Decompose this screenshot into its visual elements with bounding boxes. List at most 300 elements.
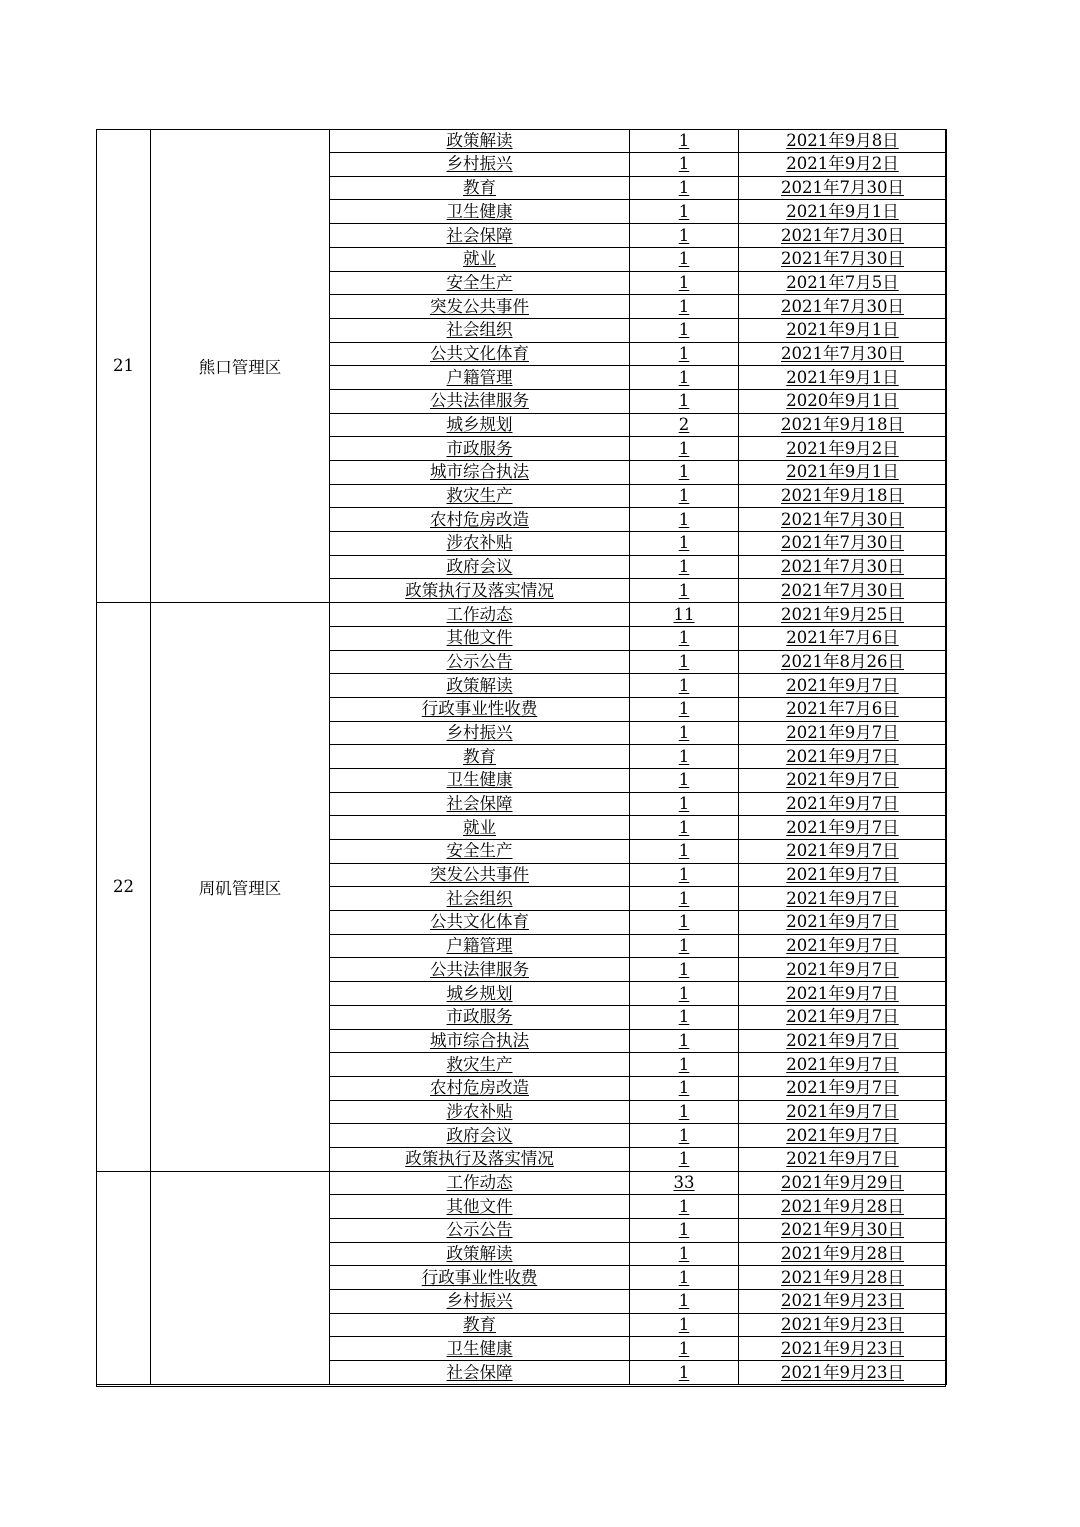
count-text: 1 (678, 983, 690, 1003)
count-text: 1 (678, 154, 690, 174)
count-cell (630, 674, 739, 698)
count-cell (630, 1171, 739, 1195)
count-cell (630, 1242, 739, 1266)
count-text: 1 (678, 178, 690, 198)
count-text: 1 (678, 1362, 690, 1382)
count-cell (630, 721, 739, 745)
item-text: 社会组织 (446, 320, 513, 340)
date-text: 2021年9月18日 (781, 415, 904, 434)
item-cell (330, 366, 630, 390)
count-cell (630, 532, 739, 556)
item-cell (330, 153, 630, 177)
date-text: 2021年8月26日 (781, 651, 904, 671)
date-text: 2021年9月7日 (786, 912, 899, 932)
count-cell (630, 626, 739, 650)
item-cell (330, 1242, 630, 1266)
date-text: 2021年9月7日 (786, 1125, 899, 1145)
item-text: 安全生产 (446, 272, 513, 292)
count-cell (630, 1290, 739, 1314)
count-cell (630, 295, 739, 319)
item-text: 卫生健康 (446, 201, 513, 221)
item-cell (330, 437, 630, 461)
item-text: 安全生产 (446, 841, 513, 861)
date-text: 2021年7月30日 (781, 249, 904, 269)
date-text: 2021年9月7日 (786, 1054, 899, 1074)
date-text: 2021年9月7日 (786, 817, 899, 837)
item-cell (330, 1124, 630, 1148)
date-cell (739, 1290, 947, 1314)
item-cell (330, 911, 630, 935)
data-table-wrapper (96, 129, 947, 1385)
date-text: 2021年9月28日 (781, 1196, 904, 1216)
date-cell (739, 863, 947, 887)
count-text: 1 (678, 438, 690, 458)
item-cell (330, 840, 630, 864)
count-cell (630, 224, 739, 248)
count-cell (630, 247, 739, 271)
item-cell (330, 745, 630, 769)
item-text: 公示公告 (446, 651, 513, 671)
count-cell (630, 555, 739, 579)
date-cell (739, 674, 947, 698)
date-cell (739, 247, 947, 271)
count-text: 33 (673, 1173, 695, 1192)
count-text: 1 (678, 486, 690, 506)
table-body (97, 129, 947, 1384)
item-cell (330, 247, 630, 271)
count-text: 1 (678, 367, 690, 387)
date-text: 2020年9月1日 (786, 391, 899, 411)
group-number-cell: 21 (97, 129, 151, 603)
item-cell (330, 792, 630, 816)
item-text: 涉农补贴 (446, 1101, 513, 1121)
count-cell (630, 318, 739, 342)
date-text: 2021年9月7日 (786, 746, 899, 766)
date-text: 2021年9月7日 (786, 865, 899, 885)
item-text: 城乡规划 (446, 415, 513, 434)
count-text: 1 (678, 130, 690, 150)
date-cell (739, 650, 947, 674)
count-text: 1 (678, 1220, 690, 1240)
count-cell (630, 342, 739, 366)
count-text: 1 (678, 675, 690, 695)
date-cell (739, 697, 947, 721)
count-cell (630, 366, 739, 390)
date-text: 2021年7月30日 (781, 580, 904, 600)
item-text: 卫生健康 (446, 1338, 513, 1358)
count-text: 1 (678, 628, 690, 648)
department-cell: 周矶管理区 (151, 603, 330, 1172)
date-cell (739, 1171, 947, 1195)
item-cell (330, 555, 630, 579)
count-cell (630, 579, 739, 603)
count-text: 1 (678, 201, 690, 221)
item-cell (330, 1195, 630, 1219)
date-text: 2021年9月7日 (786, 959, 899, 979)
count-cell (630, 934, 739, 958)
count-cell (630, 792, 739, 816)
item-text: 社会保障 (446, 1362, 513, 1382)
date-text: 2021年9月7日 (786, 841, 899, 861)
date-text: 2021年9月25日 (781, 604, 904, 624)
count-text: 1 (678, 1315, 690, 1335)
item-cell (330, 721, 630, 745)
item-text: 涉农补贴 (446, 533, 513, 553)
item-cell (330, 1171, 630, 1195)
item-cell (330, 271, 630, 295)
count-cell (630, 650, 739, 674)
date-text: 2021年9月7日 (786, 675, 899, 695)
count-text: 1 (678, 1078, 690, 1098)
date-text: 2021年9月7日 (786, 983, 899, 1003)
item-text: 卫生健康 (446, 770, 513, 790)
date-cell (739, 1100, 947, 1124)
item-text: 就业 (463, 249, 496, 269)
item-cell (330, 176, 630, 200)
date-cell (739, 1337, 947, 1361)
date-cell (739, 532, 947, 556)
date-cell (739, 366, 947, 390)
item-cell (330, 863, 630, 887)
item-cell (330, 1053, 630, 1077)
date-cell (739, 413, 947, 437)
date-cell (739, 1242, 947, 1266)
item-cell (330, 508, 630, 532)
date-text: 2021年9月7日 (786, 936, 899, 956)
count-cell (630, 461, 739, 485)
item-text: 农村危房改造 (430, 1078, 529, 1098)
count-text: 11 (673, 604, 695, 624)
date-cell (739, 792, 947, 816)
date-cell (739, 389, 947, 413)
date-text: 2021年9月7日 (786, 770, 899, 790)
count-cell (630, 840, 739, 864)
count-text: 1 (678, 509, 690, 529)
item-cell (330, 342, 630, 366)
count-cell (630, 1266, 739, 1290)
item-text: 城市综合执法 (430, 1030, 529, 1050)
date-text: 2021年9月30日 (781, 1220, 904, 1240)
count-cell (630, 437, 739, 461)
item-text: 突发公共事件 (430, 865, 529, 885)
item-text: 户籍管理 (446, 367, 513, 387)
date-cell (739, 1219, 947, 1243)
date-text: 2021年7月30日 (781, 178, 904, 198)
date-text: 2021年9月7日 (786, 1101, 899, 1121)
item-cell (330, 532, 630, 556)
count-text: 1 (678, 912, 690, 932)
count-cell (630, 508, 739, 532)
item-cell (330, 484, 630, 508)
count-text: 1 (678, 817, 690, 837)
date-cell (739, 887, 947, 911)
count-text: 1 (678, 1244, 690, 1264)
count-text: 1 (678, 651, 690, 671)
item-text: 公示公告 (446, 1220, 513, 1240)
count-text: 1 (678, 959, 690, 979)
date-cell (739, 579, 947, 603)
count-cell (630, 1361, 739, 1385)
date-cell (739, 224, 947, 248)
item-cell (330, 1147, 630, 1171)
date-text: 2021年9月7日 (786, 1078, 899, 1098)
item-text: 救灾生产 (446, 1054, 513, 1074)
count-text: 1 (678, 1101, 690, 1121)
date-text: 2021年9月2日 (786, 438, 899, 458)
item-text: 教育 (463, 1315, 496, 1335)
count-cell (630, 697, 739, 721)
item-text: 公共法律服务 (430, 391, 529, 411)
department-cell (151, 1171, 330, 1384)
count-text: 1 (678, 888, 690, 908)
item-text: 社会组织 (446, 888, 513, 908)
count-text: 2 (678, 415, 690, 434)
date-cell (739, 271, 947, 295)
count-cell (630, 484, 739, 508)
date-cell (739, 768, 947, 792)
date-text: 2021年9月28日 (781, 1244, 904, 1264)
date-cell (739, 934, 947, 958)
item-cell (330, 1005, 630, 1029)
count-cell (630, 745, 739, 769)
date-text: 2021年9月7日 (786, 1030, 899, 1050)
date-cell (739, 626, 947, 650)
count-cell (630, 1100, 739, 1124)
date-cell (739, 958, 947, 982)
count-text: 1 (678, 1291, 690, 1311)
count-cell (630, 1195, 739, 1219)
date-text: 2021年7月30日 (781, 533, 904, 553)
item-cell (330, 1100, 630, 1124)
date-cell (739, 1361, 947, 1385)
item-text: 社会保障 (446, 225, 513, 245)
item-cell (330, 1266, 630, 1290)
count-cell (630, 1147, 739, 1171)
count-cell (630, 1124, 739, 1148)
count-text: 1 (678, 343, 690, 363)
count-cell (630, 413, 739, 437)
date-text: 2021年9月7日 (786, 722, 899, 742)
date-text: 2021年7月6日 (786, 699, 899, 719)
date-cell (739, 911, 947, 935)
date-cell (739, 1313, 947, 1337)
date-text: 2021年9月7日 (786, 1149, 899, 1169)
item-cell (330, 295, 630, 319)
item-cell (330, 413, 630, 437)
date-text: 2021年9月7日 (786, 794, 899, 813)
count-cell (630, 768, 739, 792)
item-text: 城市综合执法 (430, 462, 529, 482)
count-cell (630, 863, 739, 887)
count-cell (630, 389, 739, 413)
date-text: 2021年9月23日 (781, 1362, 904, 1382)
count-text: 1 (678, 580, 690, 600)
item-cell (330, 674, 630, 698)
date-text: 2021年7月30日 (781, 296, 904, 316)
table-row (97, 1171, 947, 1195)
group-number-cell (97, 1171, 151, 1384)
date-cell (739, 816, 947, 840)
count-text: 1 (678, 1149, 690, 1169)
date-text: 2021年9月28日 (781, 1267, 904, 1287)
count-text: 1 (678, 533, 690, 553)
item-cell (330, 200, 630, 224)
count-text: 1 (678, 1007, 690, 1027)
date-cell (739, 840, 947, 864)
date-cell (739, 342, 947, 366)
item-text: 救灾生产 (446, 486, 513, 506)
count-text: 1 (678, 1338, 690, 1358)
count-text: 1 (678, 794, 690, 813)
date-text: 2021年9月23日 (781, 1338, 904, 1358)
count-text: 1 (678, 770, 690, 790)
count-cell (630, 958, 739, 982)
item-cell (330, 1337, 630, 1361)
count-cell (630, 1053, 739, 1077)
item-cell (330, 1313, 630, 1337)
item-cell (330, 697, 630, 721)
item-text: 行政事业性收费 (421, 1267, 538, 1287)
date-cell (739, 295, 947, 319)
item-text: 社会保障 (446, 794, 513, 813)
item-cell (330, 389, 630, 413)
count-text: 1 (678, 557, 690, 577)
count-cell (630, 1005, 739, 1029)
item-text: 突发公共事件 (430, 296, 529, 316)
item-cell (330, 1076, 630, 1100)
item-cell (330, 958, 630, 982)
group-number-cell: 22 (97, 603, 151, 1172)
count-cell (630, 271, 739, 295)
item-cell (330, 129, 630, 153)
item-cell (330, 1029, 630, 1053)
count-cell (630, 887, 739, 911)
item-cell (330, 1361, 630, 1385)
item-text: 乡村振兴 (446, 154, 513, 174)
item-text: 公共文化体育 (430, 912, 529, 932)
item-cell (330, 650, 630, 674)
count-text: 1 (678, 296, 690, 316)
item-cell (330, 1290, 630, 1314)
item-cell (330, 982, 630, 1006)
date-text: 2021年7月30日 (781, 343, 904, 363)
date-cell (739, 1029, 947, 1053)
item-text: 政策解读 (446, 1244, 513, 1264)
date-cell (739, 1124, 947, 1148)
item-cell (330, 1219, 630, 1243)
date-text: 2021年9月29日 (781, 1173, 904, 1192)
date-cell (739, 437, 947, 461)
count-text: 1 (678, 462, 690, 482)
date-text: 2021年9月7日 (786, 1007, 899, 1027)
date-cell (739, 484, 947, 508)
table-row (97, 129, 947, 153)
item-text: 工作动态 (446, 1173, 513, 1192)
item-text: 政府会议 (446, 557, 513, 577)
count-text: 1 (678, 841, 690, 861)
item-text: 教育 (463, 178, 496, 198)
date-cell (739, 1147, 947, 1171)
date-text: 2021年9月7日 (786, 888, 899, 908)
item-text: 城乡规划 (446, 983, 513, 1003)
item-text: 教育 (463, 746, 496, 766)
date-cell (739, 1076, 947, 1100)
count-cell (630, 816, 739, 840)
date-cell (739, 176, 947, 200)
date-text: 2021年9月23日 (781, 1315, 904, 1335)
date-text: 2021年7月30日 (781, 225, 904, 245)
count-text: 1 (678, 249, 690, 269)
data-table (96, 129, 947, 1385)
date-cell (739, 982, 947, 1006)
count-text: 1 (678, 225, 690, 245)
item-text: 工作动态 (446, 604, 513, 624)
date-cell (739, 1053, 947, 1077)
count-cell (630, 1337, 739, 1361)
count-text: 1 (678, 1196, 690, 1216)
count-cell (630, 153, 739, 177)
count-cell (630, 200, 739, 224)
item-cell (330, 224, 630, 248)
date-cell (739, 745, 947, 769)
item-text: 行政事业性收费 (421, 699, 538, 719)
count-text: 1 (678, 1267, 690, 1287)
count-text: 1 (678, 320, 690, 340)
date-cell (739, 555, 947, 579)
item-text: 其他文件 (446, 628, 513, 648)
count-text: 1 (678, 391, 690, 411)
date-text: 2021年9月8日 (786, 130, 899, 150)
item-cell (330, 768, 630, 792)
count-cell (630, 1219, 739, 1243)
count-cell (630, 129, 739, 153)
item-cell (330, 318, 630, 342)
item-text: 政策解读 (446, 675, 513, 695)
item-text: 政策解读 (446, 130, 513, 150)
date-text: 2021年7月6日 (786, 628, 899, 648)
count-cell (630, 911, 739, 935)
count-text: 1 (678, 1054, 690, 1074)
date-text: 2021年9月1日 (786, 201, 899, 221)
date-cell (739, 1266, 947, 1290)
department-cell: 熊口管理区 (151, 129, 330, 603)
date-cell (739, 721, 947, 745)
item-cell (330, 626, 630, 650)
count-text: 1 (678, 1125, 690, 1145)
item-text: 政策执行及落实情况 (405, 1149, 554, 1169)
date-text: 2021年9月1日 (786, 462, 899, 482)
count-text: 1 (678, 865, 690, 885)
date-cell (739, 129, 947, 153)
date-cell (739, 603, 947, 627)
item-text: 乡村振兴 (446, 722, 513, 742)
item-text: 乡村振兴 (446, 1291, 513, 1311)
count-cell (630, 176, 739, 200)
count-text: 1 (678, 722, 690, 742)
date-cell (739, 200, 947, 224)
item-text: 公共文化体育 (430, 343, 529, 363)
date-text: 2021年7月30日 (781, 509, 904, 529)
item-cell (330, 816, 630, 840)
date-text: 2021年9月18日 (781, 486, 904, 506)
item-text: 户籍管理 (446, 936, 513, 956)
date-text: 2021年7月30日 (781, 557, 904, 577)
date-text: 2021年7月5日 (786, 272, 899, 292)
item-text: 政策执行及落实情况 (405, 580, 554, 600)
item-text: 市政服务 (446, 1007, 513, 1027)
item-cell (330, 461, 630, 485)
count-cell (630, 1313, 739, 1337)
